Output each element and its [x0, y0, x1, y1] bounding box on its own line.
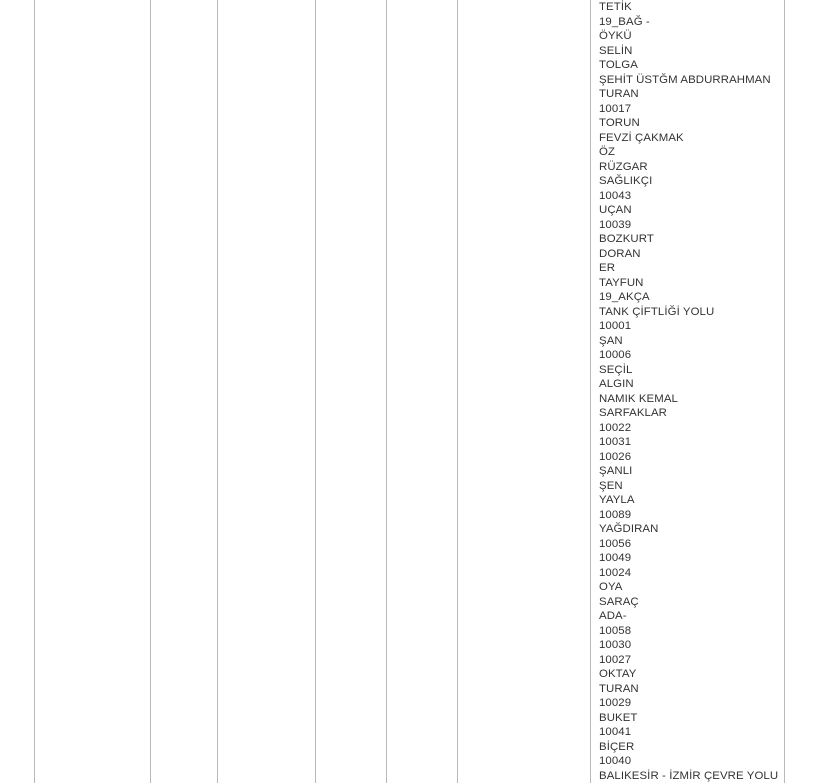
street-name: 10026: [599, 450, 632, 463]
street-name: OYA: [599, 581, 623, 593]
street-name: 10058: [599, 624, 632, 637]
column-border: [457, 0, 458, 783]
street-name: 10040: [599, 755, 632, 767]
street-name: SAĞLIKÇI: [599, 175, 653, 187]
street-name: TURAN: [599, 88, 639, 100]
street-name: TORUN: [599, 117, 640, 129]
street-name: 10006: [599, 349, 632, 361]
street-name: 10043: [599, 189, 632, 202]
street-name: ŞANLI: [599, 465, 633, 477]
street-name: ŞAN: [599, 334, 623, 347]
street-name: 10022: [599, 421, 632, 434]
street-list: [599, 0, 781, 783]
street-name: TETİK: [599, 1, 632, 13]
street-name: SARFAKLAR: [599, 407, 668, 419]
street-name: 10031: [599, 436, 632, 448]
street-name: RÜZGAR: [599, 160, 648, 173]
street-name: BİÇER: [599, 740, 635, 753]
street-name: TOLGA: [599, 59, 638, 71]
street-name: 10056: [599, 537, 632, 550]
street-name: 10030: [599, 639, 632, 651]
street-name: YAYLA: [599, 494, 635, 506]
street-name: 10049: [599, 552, 632, 564]
street-name: 10024: [599, 566, 632, 579]
street-name: 10089: [599, 508, 632, 521]
column-border: [590, 0, 591, 783]
street-name: 10029: [599, 697, 632, 709]
street-name: NAMIK KEMAL: [599, 392, 678, 405]
street-name: TAYFUN: [599, 276, 644, 289]
column-border: [217, 0, 218, 783]
street-name: ŞEN: [599, 479, 623, 492]
street-name: UÇAN: [599, 204, 632, 216]
street-name: OKTAY: [599, 668, 637, 680]
street-name: BOZKURT: [599, 233, 654, 245]
street-name: 10041: [599, 726, 632, 738]
street-name: 10001: [599, 320, 632, 332]
street-name: YAĞDIRAN: [599, 523, 659, 535]
street-name: ALGIN: [599, 378, 634, 390]
street-name: DORAN: [599, 247, 641, 260]
street-name: TANK ÇİFTLİĞİ YOLU: [599, 305, 715, 318]
street-name: SELİN: [599, 44, 633, 57]
column-border: [315, 0, 316, 783]
street-name: ER: [599, 262, 616, 274]
street-name: FEVZİ ÇAKMAK: [599, 131, 684, 144]
street-name: ÖYKÜ: [599, 30, 632, 42]
street-name: SEÇİL: [599, 363, 633, 376]
street-name: BALIKESİR - İZMİR ÇEVRE YOLU: [599, 769, 779, 782]
street-name: TURAN: [599, 682, 639, 695]
street-name: 19_BAĞ -: [599, 15, 650, 28]
street-name: ADA-: [599, 610, 627, 622]
street-name: ŞEHİT ÜSTĞM ABDURRAHMAN: [599, 73, 771, 86]
column-border: [784, 0, 785, 783]
street-name: 10027: [599, 653, 632, 666]
column-border: [34, 0, 35, 783]
street-name: SARAÇ: [599, 595, 639, 608]
street-name: 10039: [599, 218, 632, 231]
street-name: BUKET: [599, 711, 638, 724]
street-name: 10017: [599, 102, 632, 115]
column-border: [150, 0, 151, 783]
column-border: [386, 0, 387, 783]
street-name: ÖZ: [599, 146, 616, 158]
street-name: 19_AKÇA: [599, 291, 650, 303]
